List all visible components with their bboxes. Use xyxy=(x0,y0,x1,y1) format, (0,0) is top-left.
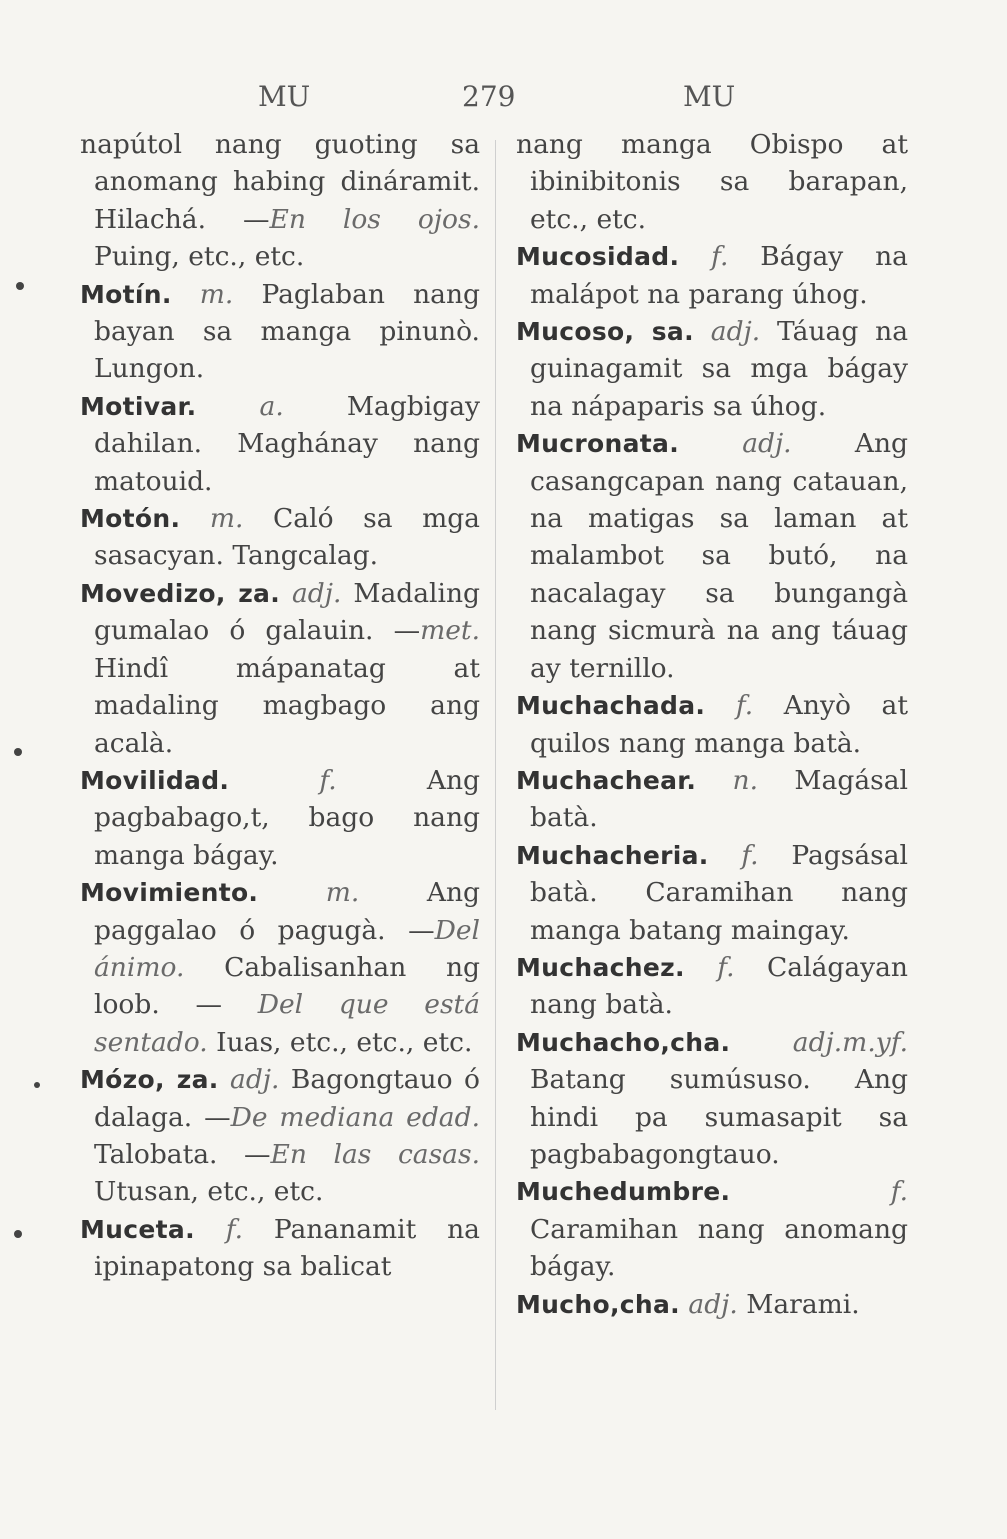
entry-definition: Ang pagbabago,t, bago nang manga bágay. xyxy=(94,764,480,871)
entry-definition: Bágay na malápot na parang úhog. xyxy=(530,241,908,310)
entry-definition: Utusan, etc., etc. xyxy=(94,1176,324,1208)
entry-definition: Táuag na guinagamit sa mga bágay na nápaparis sa úhog. xyxy=(530,316,908,422)
entry-headword: Motón. xyxy=(80,504,181,534)
dictionary-entry xyxy=(80,1211,480,1286)
dictionary-entry xyxy=(80,126,480,276)
entry-headword: Muchachez. xyxy=(516,952,685,982)
entry-grammar: f. xyxy=(319,764,337,796)
dictionary-entry xyxy=(516,313,908,425)
entry-headword: Muchachada. xyxy=(516,691,706,721)
entry-grammar: m. xyxy=(325,877,360,909)
entry-grammar: adj. xyxy=(710,316,761,348)
entry-grammar: f. xyxy=(711,241,729,273)
running-head-right: MU xyxy=(683,80,736,113)
entry-grammar: adj. xyxy=(742,428,792,460)
left-column xyxy=(80,126,480,1286)
margin-mark xyxy=(16,282,24,290)
entry-definition: Ang casangcapan nang catauan, na matigas sa laman at malambot sa butó, na nacalagay sa bungangà nang sicmurà na ang táuag ay ternillo. xyxy=(530,428,908,684)
entry-grammar: a. xyxy=(259,390,284,422)
entry-definition: Magbigay dahilan. Maghánay nang matouid. xyxy=(94,390,480,497)
entry-definition: Caló sa mga sasacyan. Tangcalag. xyxy=(94,503,480,572)
dictionary-entry xyxy=(516,126,908,238)
dictionary-entry xyxy=(516,1173,908,1285)
entry-definition: Batang sumúsuso. Ang hindi pa sumasapit sa pagbabagongtauo. xyxy=(530,1064,908,1170)
entry-definition: Puing, etc., etc. xyxy=(94,241,305,273)
entry-phrase: met. xyxy=(420,615,480,647)
entry-headword: Motivar. xyxy=(80,391,197,421)
dictionary-entry xyxy=(516,1024,908,1174)
entry-definition: Bagongtauo ó dalaga. — xyxy=(94,1064,480,1133)
margin-mark xyxy=(34,1082,40,1088)
entry-headword: Muchachear. xyxy=(516,765,697,795)
entry-headword: Mucosidad. xyxy=(516,242,680,272)
dictionary-entry xyxy=(516,425,908,687)
entry-grammar: adj. xyxy=(688,1288,738,1320)
dictionary-entry xyxy=(516,1286,908,1323)
entry-headword: Mózo, za. xyxy=(80,1065,219,1095)
margin-mark xyxy=(14,1230,22,1238)
dictionary-entry xyxy=(516,762,908,837)
entry-definition: Caramihan nang anomang bágay. xyxy=(530,1213,908,1283)
entry-definition: Anyò at quilos nang manga batà. xyxy=(530,690,908,759)
dictionary-entry xyxy=(516,687,908,762)
dictionary-entry xyxy=(80,874,480,1061)
running-head-left: MU xyxy=(258,80,311,113)
entry-grammar: m. xyxy=(209,503,244,535)
dictionary-entry xyxy=(516,949,908,1024)
entry-headword: Movimiento. xyxy=(80,878,259,908)
page-header xyxy=(0,72,1007,122)
dictionary-entry xyxy=(516,238,908,313)
entry-definition: Marami. xyxy=(746,1288,860,1320)
entry-headword: Mucoso, sa. xyxy=(516,317,694,347)
entry-grammar: m. xyxy=(199,278,234,310)
entry-definition: Talobata. — xyxy=(94,1138,271,1170)
entry-grammar: adj. xyxy=(291,577,342,609)
entry-definition: Paglaban nang bayan sa manga pinunò. Lungon. xyxy=(94,278,480,385)
dictionary-entry xyxy=(80,388,480,500)
entry-headword: Muchedumbre. xyxy=(516,1177,731,1207)
entry-phrase: Del que está sentado. xyxy=(94,989,480,1058)
entry-grammar: f. xyxy=(225,1213,244,1245)
dictionary-entry xyxy=(80,575,480,762)
entry-definition: Pagsásal batà. Caramihan nang manga batang maingay. xyxy=(530,839,908,946)
entry-phrase: Del ánimo. xyxy=(94,914,480,983)
entry-definition: nang manga Obispo at ibinibitonis sa barapan, etc., etc. xyxy=(516,129,908,235)
entry-definition: Pananamit na ipinapatong sa balicat xyxy=(94,1213,480,1283)
page-number: 279 xyxy=(462,80,516,113)
dictionary-entry xyxy=(516,837,908,949)
dictionary-entry xyxy=(80,500,480,575)
entry-headword: Muchacheria. xyxy=(516,840,709,870)
entry-grammar: f. xyxy=(735,690,754,722)
dictionary-entry xyxy=(80,276,480,388)
entry-phrase: De mediana edad. xyxy=(230,1101,480,1133)
entry-definition: Iuas, etc., etc., etc. xyxy=(207,1026,473,1058)
entry-phrase: En las casas. xyxy=(270,1138,481,1170)
entry-headword: Motín. xyxy=(80,279,172,309)
entry-headword: Mucronata. xyxy=(516,429,679,459)
entry-definition: Madaling gumalao ó galauin. — xyxy=(94,577,480,647)
entry-definition: Hindî mápanatag at madaling magbago ang acalà. xyxy=(94,652,480,759)
right-column xyxy=(516,126,908,1323)
entry-headword: Mucho,cha. xyxy=(516,1289,680,1319)
dictionary-entry xyxy=(80,762,480,874)
entry-headword: Movilidad. xyxy=(80,765,230,795)
entry-definition: Cabalisanhan ng loob. — xyxy=(94,951,480,1021)
entry-definition: napútol nang guoting sa anomang habing dináramit. Hilachá. — xyxy=(80,129,480,235)
entry-definition: Magásal batà. xyxy=(530,764,908,834)
entry-definition: Ang paggalao ó pagugà. — xyxy=(94,877,480,946)
entry-headword: Movedizo, za. xyxy=(80,578,281,608)
entry-grammar: f. xyxy=(741,839,759,871)
entry-grammar: f. xyxy=(890,1176,908,1208)
entry-grammar: n. xyxy=(732,764,759,796)
entry-headword: Muchacho,cha. xyxy=(516,1027,731,1057)
entry-grammar: f. xyxy=(717,951,735,983)
margin-mark xyxy=(14,748,22,756)
dictionary-entry xyxy=(80,1061,480,1211)
column-divider xyxy=(495,140,496,1410)
entry-definition: Calágayan nang batà. xyxy=(530,951,908,1021)
entry-phrase: En los ojos. xyxy=(269,203,480,235)
entry-headword: Muceta. xyxy=(80,1214,195,1244)
entry-grammar: adj.m.yf. xyxy=(792,1026,908,1058)
entry-grammar: adj. xyxy=(230,1064,280,1096)
